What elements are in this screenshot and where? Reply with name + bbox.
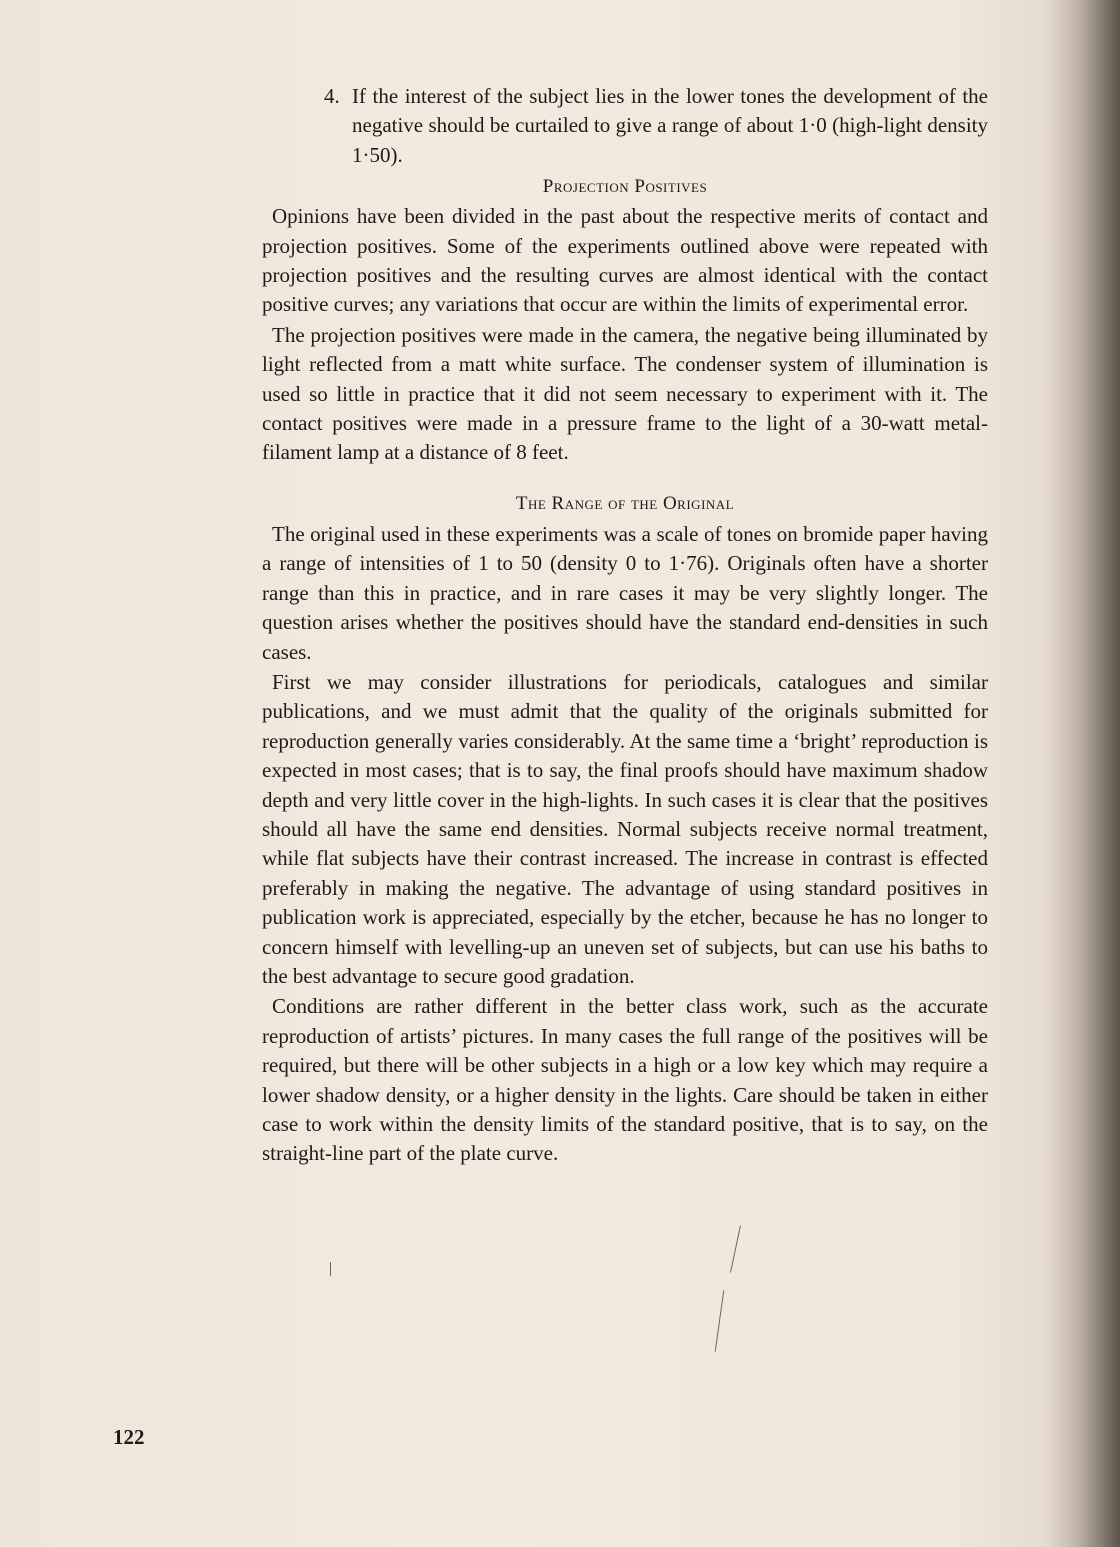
list-item-4 [324, 82, 988, 170]
paragraph: The projection positives were made in the camera, the negative being illuminated by light reflected from a matt white surface. The condenser system of illumination is used so little in practice that it did not seem necessary to experiment with it. The contact positives were made in a pressure frame to the light of a 30-watt metal-filament lamp at a distance of 8 feet. [262, 322, 988, 465]
paragraph: First we may consider illustrations for periodicals, catalogues and similar publications, and we must admit that the quality of the originals submitted for reproduction generally varies considerably. At the same time a ‘bright’ reproduction is expected in most cases; that is to say, the final proofs should have maximum shadow depth and very little cover in the high-lights. In such cases it is clear that the positives should all have the same end densities. Normal subjects receive normal treatment, while flat subjects have their contrast increased. The increase in contrast is effected preferably in making the negative. The advantage of using standard positives in publication work is appreciated, especially by the etcher, because he has no longer to concern himself with levelling-up an uneven set of subjects, but can use his baths to the best advantage to secure good gradation. [262, 669, 988, 988]
paragraph: The original used in these experiments was a scale of tones on bromide paper having a range of intensities of 1 to 50 (density 0 to 1·76). Originals often have a shorter range than this in practice, and in rare cases it may be very slightly longer. The question arises whether the positives should have the standard end-densities in such cases. [262, 521, 988, 664]
page-text [262, 82, 988, 1169]
stray-pencil-mark [330, 1262, 331, 1276]
paragraph: Conditions are rather different in the better class work, such as the accurate reproduction of artists’ pictures. In many cases the full range of the positives will be required, but there will be other subjects in a high or a low key which may require a lower shadow density, or a higher density in the lights. Care should be taken in either case to work within the density limits of the standard positive, that is to say, on the straight-line part of the plate curve. [262, 994, 988, 1166]
stray-pencil-mark [715, 1290, 725, 1352]
stray-pencil-mark [730, 1225, 741, 1272]
page-number: 122 [113, 1425, 145, 1449]
section-heading-projection-positives: Projection Positives [542, 176, 708, 198]
section-heading-range-of-original: The Range of the Original [515, 492, 735, 514]
list-item-text: If the interest of the subject lies in the lower tones the development of the negative should be curtailed to give a range of about 1·0 (high-light density 1·50). [352, 84, 988, 167]
list-item-number: 4. [324, 84, 340, 108]
gutter-shadow [1050, 0, 1120, 1547]
paragraph: Opinions have been divided in the past about the respective merits of contact and projection positives. Some of the experiments outlined above were repeated with projection positives and the resulting curves are almost identical with the contact positive curves; any variations that occur are within the limits of experimental error. [262, 204, 988, 317]
